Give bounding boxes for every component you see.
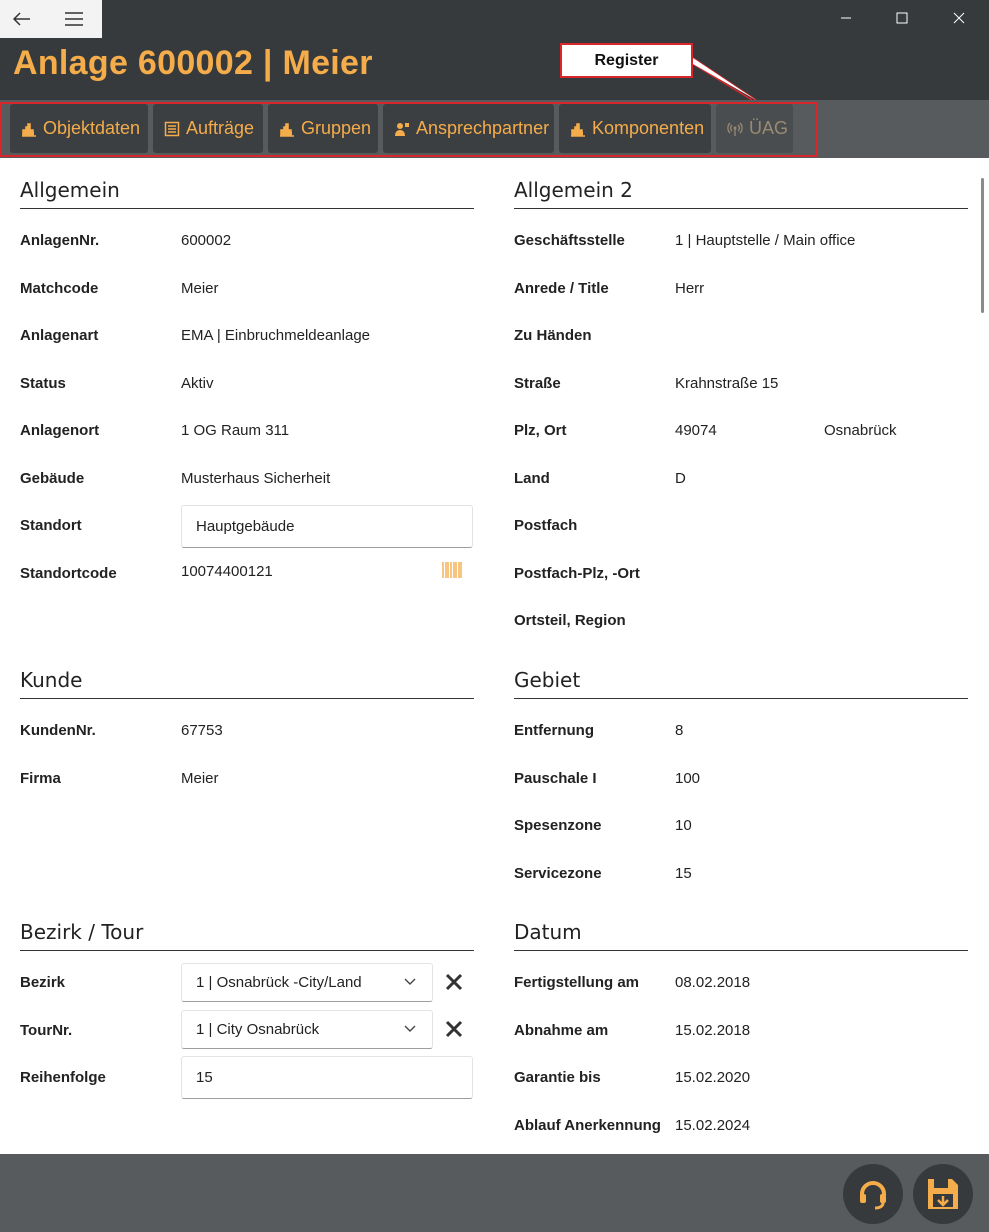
label-gebaeude: Gebäude [20,470,85,487]
tab-uag-label: ÜAG [749,118,789,138]
label-standortcode: Standortcode [20,565,117,582]
value-entfernung: 8 [675,722,684,739]
section-divider [20,208,474,209]
value-spesenzone: 10 [675,817,692,834]
value-anlagenart: EMA | Einbruchmeldeanlage [181,327,371,344]
label-kundennr: KundenNr. [20,722,96,739]
close-icon [445,1020,463,1038]
label-spesenzone: Spesenzone [514,817,602,834]
back-button[interactable] [0,0,44,38]
footer-bar [0,1154,989,1232]
value-plz: 49074 [675,422,717,439]
label-land: Land [514,470,550,487]
section-title-datum: Datum [514,920,582,944]
value-anlagenort: 1 OG Raum 311 [181,422,290,439]
label-anrede: Anrede / Title [514,280,609,297]
menu-button[interactable] [52,0,96,38]
tab-objektdaten[interactable] [10,104,148,153]
page-title: Anlage 600002 | Meier [13,44,373,82]
close-icon [445,973,463,991]
building-icon [20,120,38,138]
reihenfolge-input-value: 15 [196,1069,213,1086]
barcode-icon[interactable] [442,560,462,580]
section-divider [514,698,968,699]
clear-bezirk-button[interactable] [440,968,468,996]
label-bezirk: Bezirk [20,974,66,991]
hamburger-menu-icon [65,12,83,26]
back-arrow-icon [13,12,31,26]
save-button[interactable] [913,1164,973,1224]
close-window-button[interactable] [931,0,987,36]
chevron-down-icon [404,1025,416,1033]
label-status: Status [20,375,66,392]
value-kundennr: 67753 [181,722,223,739]
label-plz-ort: Plz, Ort [514,422,567,439]
register-callout: Register [560,43,693,78]
bezirk-select-value: 1 | Osnabrück -City/Land [196,974,362,991]
standort-input[interactable] [181,505,473,548]
section-title-allgemein2: Allgemein 2 [514,178,633,202]
minimize-icon [840,12,852,24]
minimize-button[interactable] [818,0,874,36]
label-anlagenort: Anlagenort [20,422,100,439]
value-geschaeftsstelle: 1 | Hauptstelle / Main office [675,232,856,249]
label-tournr: TourNr. [20,1022,73,1039]
main-content [0,158,989,1154]
contact-person-icon [393,120,411,138]
maximize-icon [896,12,908,24]
label-strasse: Straße [514,375,561,392]
window-titlebar [0,0,989,38]
label-firma: Firma [20,770,61,787]
list-icon [163,120,181,138]
building-icon [569,120,587,138]
tab-komponenten-label: Komponenten [592,118,705,138]
value-anrede: Herr [675,280,705,297]
value-fertigstellung: 08.02.2018 [675,974,751,991]
standort-input-value: Hauptgebäude [196,518,295,535]
label-anlagenart: Anlagenart [20,327,99,344]
value-firma: Meier [181,770,219,787]
value-garantie: 15.02.2020 [675,1069,751,1086]
chevron-down-icon [404,978,416,986]
section-divider [20,950,474,951]
building-icon [278,120,296,138]
value-matchcode: Meier [181,280,219,297]
value-standortcode: 10074400121 [181,563,273,580]
section-title-gebiet: Gebiet [514,668,581,692]
value-status: Aktiv [181,375,214,392]
app-header [0,38,989,100]
nav-area [0,0,102,38]
save-disk-icon [925,1176,961,1212]
value-land: D [675,470,686,487]
tab-ansprechpartner-label: Ansprechpartner [416,118,550,138]
reihenfolge-input[interactable] [181,1056,473,1099]
section-divider [20,698,474,699]
section-title-allgemein: Allgemein [20,178,120,202]
support-button[interactable] [843,1164,903,1224]
section-divider [514,950,968,951]
maximize-button[interactable] [874,0,930,36]
tournr-select-value: 1 | City Osnabrück [196,1021,320,1038]
vertical-scrollbar[interactable] [981,178,984,313]
label-reihenfolge: Reihenfolge [20,1069,106,1086]
headset-support-icon [856,1177,890,1211]
section-title-bezirk: Bezirk / Tour [20,920,144,944]
value-pauschale: 100 [675,770,701,787]
label-abnahme: Abnahme am [514,1022,609,1039]
section-title-kunde: Kunde [20,668,83,692]
value-anlagennr: 600002 [181,232,232,249]
label-fertigstellung: Fertigstellung am [514,974,640,991]
tab-uag[interactable] [716,104,793,153]
value-ort: Osnabrück [824,422,897,439]
label-standort: Standort [20,517,82,534]
label-pauschale: Pauschale I [514,770,597,787]
label-ortsteil: Ortsteil, Region [514,612,626,629]
tab-gruppen[interactable] [268,104,378,153]
value-servicezone: 15 [675,865,692,882]
label-garantie: Garantie bis [514,1069,601,1086]
value-gebaeude: Musterhaus Sicherheit [181,470,331,487]
label-ablauf-anerkennung: Ablauf Anerkennung [514,1117,661,1134]
label-servicezone: Servicezone [514,865,602,882]
tab-gruppen-label: Gruppen [301,118,372,138]
label-anlagennr: AnlagenNr. [20,232,100,249]
register-tabbar [0,100,989,158]
label-postfach-plz: Postfach-Plz, -Ort [514,565,640,582]
label-postfach: Postfach [514,517,578,534]
close-icon [953,12,965,24]
value-ablauf-anerkennung: 15.02.2024 [675,1117,751,1134]
tab-auftraege-label: Aufträge [186,118,255,138]
value-abnahme: 15.02.2018 [675,1022,751,1039]
tab-auftraege[interactable] [153,104,263,153]
bezirk-select[interactable] [181,963,433,1002]
tournr-select[interactable] [181,1010,433,1049]
clear-tournr-button[interactable] [440,1015,468,1043]
tab-ansprechpartner[interactable] [383,104,554,153]
tab-objektdaten-label: Objektdaten [43,118,141,138]
antenna-icon [726,120,744,138]
value-strasse: Krahnstraße 15 [675,375,779,392]
section-divider [514,208,968,209]
label-matchcode: Matchcode [20,280,99,297]
label-entfernung: Entfernung [514,722,594,739]
label-zu-haenden: Zu Händen [514,327,592,344]
label-geschaeftsstelle: Geschäftsstelle [514,232,625,249]
tab-komponenten[interactable] [559,104,711,153]
